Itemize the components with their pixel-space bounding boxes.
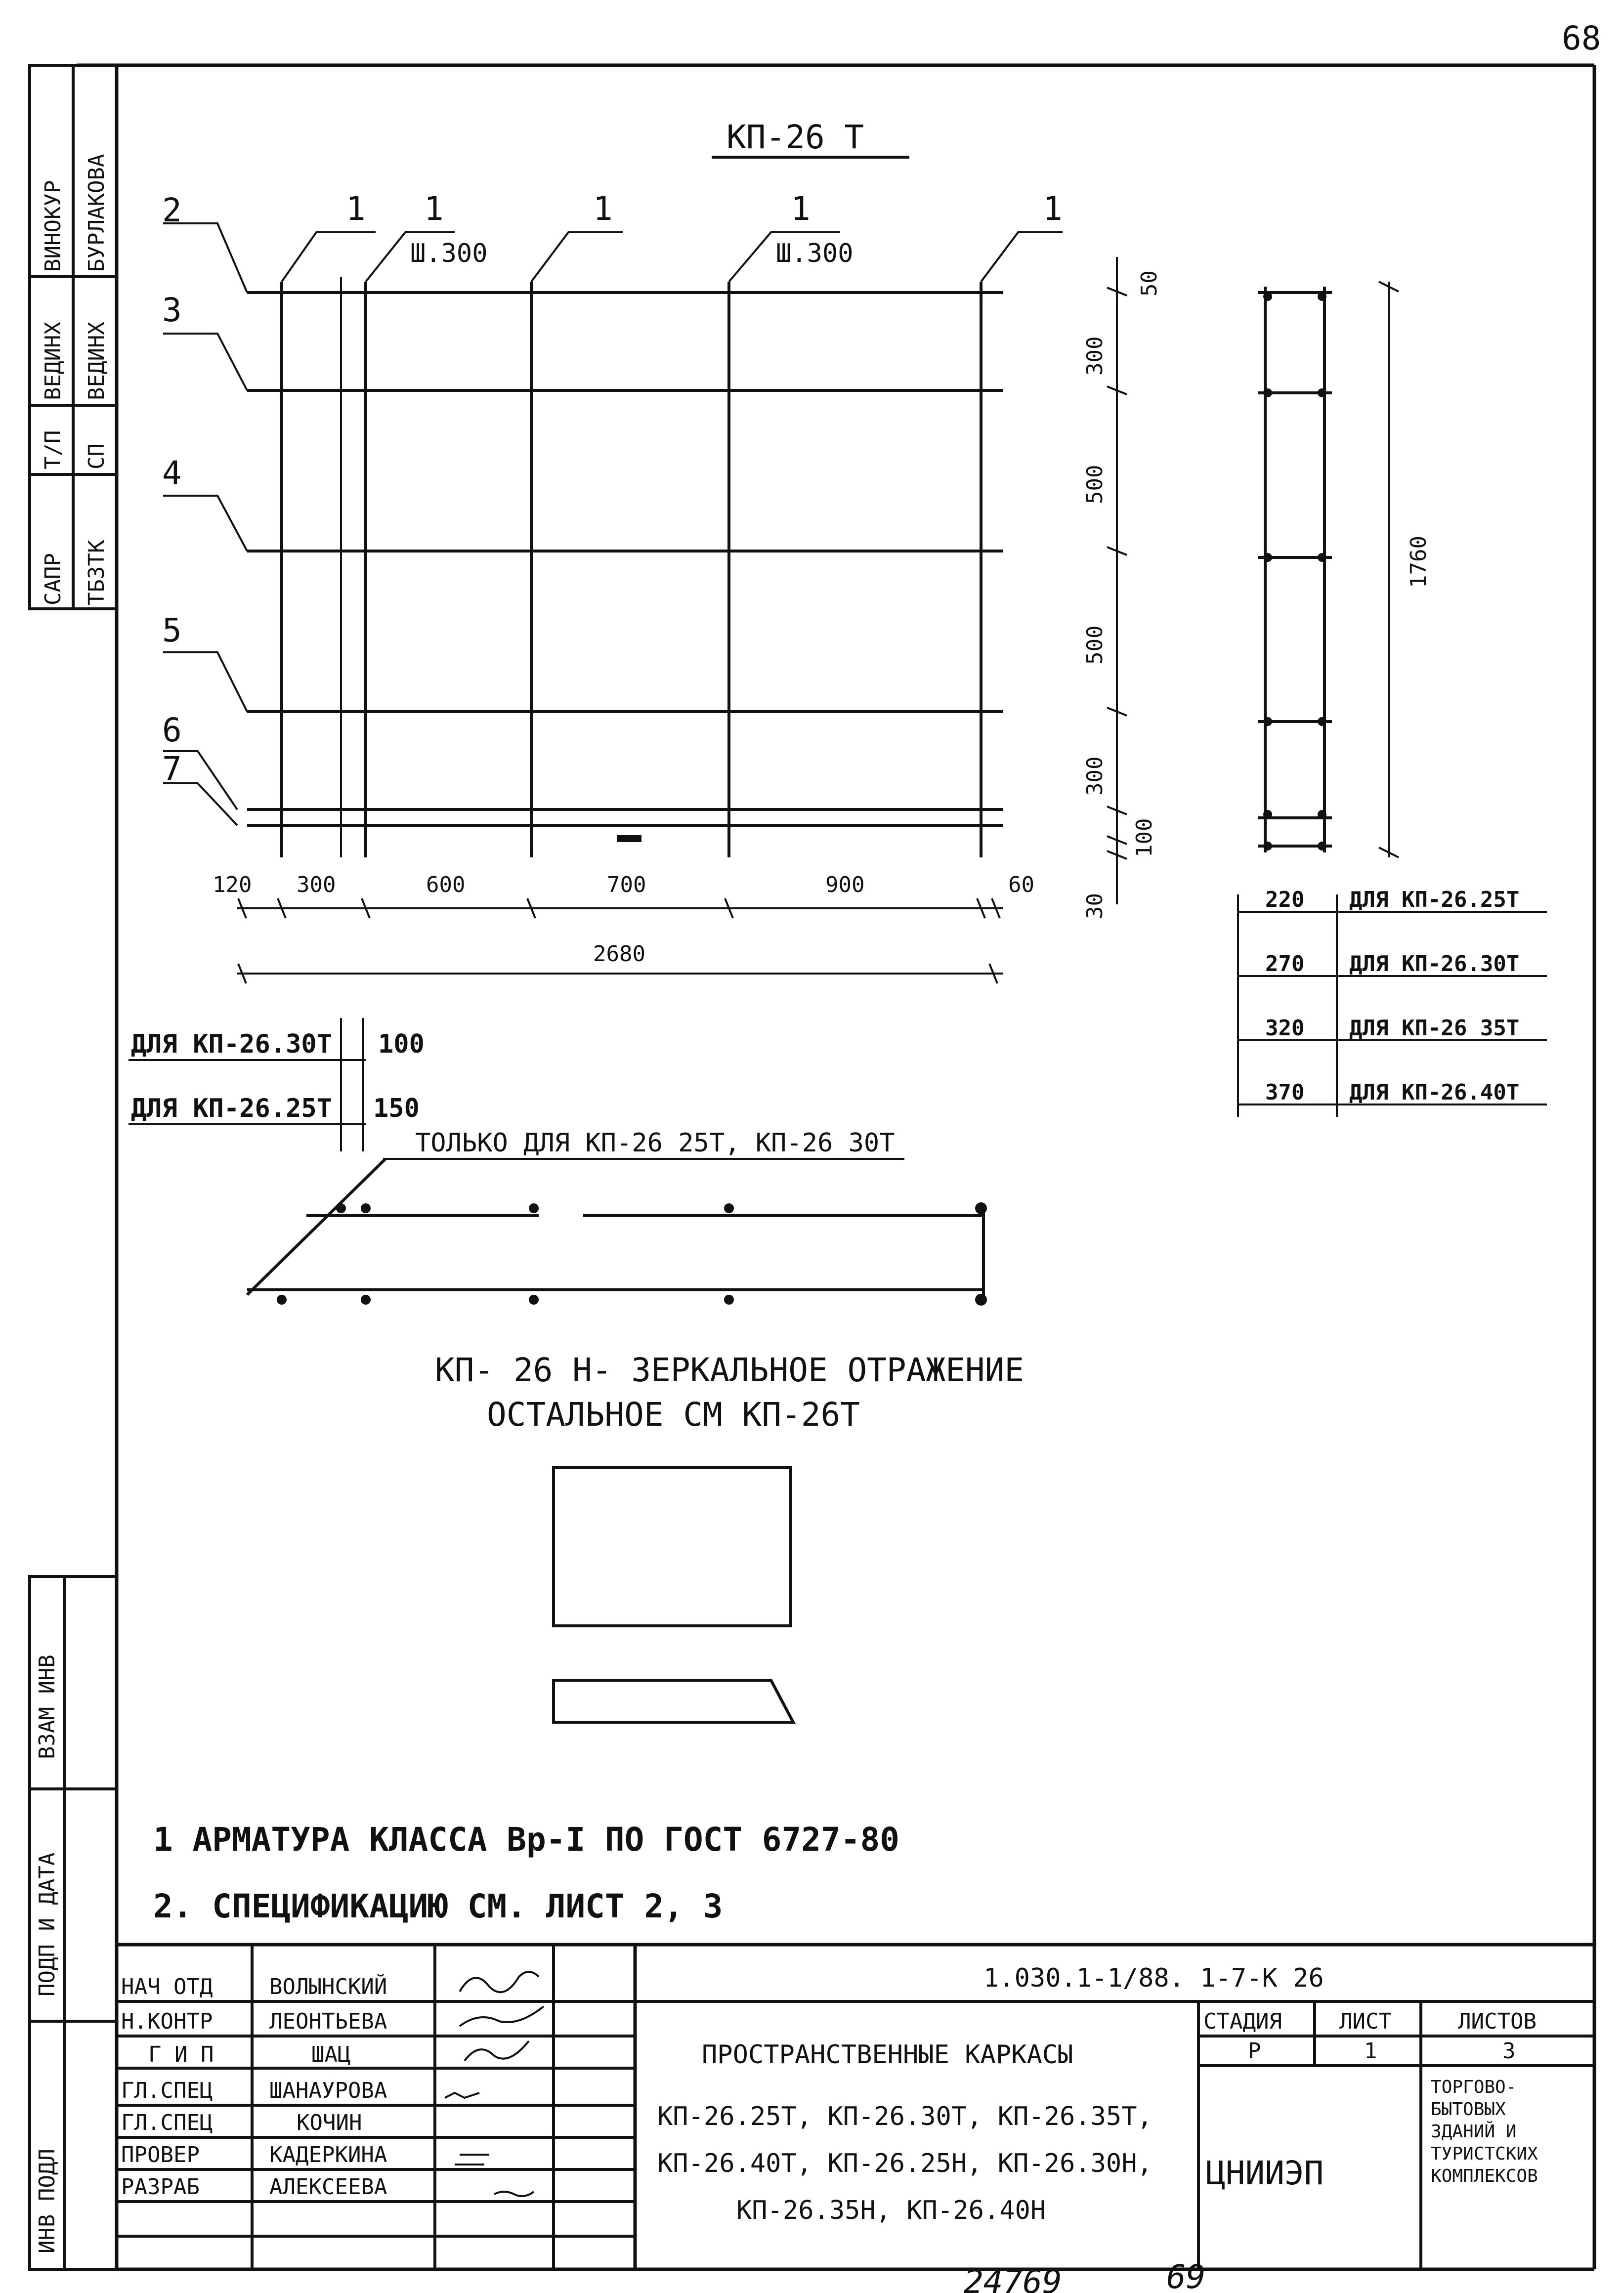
sheets-value: 3 [1502, 2038, 1516, 2064]
section-height: 1760 [1406, 536, 1431, 588]
width-270: 270 [1265, 951, 1305, 977]
dim-60: 60 [1008, 872, 1034, 897]
note-1: 1 АРМАТУРА КЛАССА Вр-I ПО ГОСТ 6727-80 [153, 1821, 899, 1859]
plan-view [247, 1159, 987, 1306]
left-stamp-top [30, 65, 117, 609]
stage-head: СТАДИЯ [1203, 2009, 1282, 2034]
stamp-podp-data: ПОДП И ДАТА [35, 1852, 60, 1996]
name-4: КОЧИН [297, 2110, 362, 2135]
label-bar-1b: 1 [424, 190, 444, 228]
stamp-sp: СП [84, 443, 109, 469]
page-number: 68 [1562, 19, 1601, 57]
stamp-vzam-inv: ВЗАМ ИНВ [35, 1655, 60, 1759]
org-desc-1: ТОРГОВО- [1431, 2077, 1517, 2097]
role-3: ГЛ.СПЕЦ [121, 2078, 213, 2103]
product-list-3: КП-26.35Н, КП-26.40Н [736, 2196, 1046, 2225]
role-5: ПРОВЕР [121, 2142, 200, 2167]
width-label-370: ДЛЯ КП-26.40Т [1349, 1080, 1520, 1105]
label-bar-7: 7 [162, 750, 182, 788]
note-2: 2. СПЕЦИФИКАЦИЮ СМ. ЛИСТ 2, 3 [153, 1887, 723, 1925]
total-length: 2680 [593, 941, 645, 967]
label-bar-1a: 1 [346, 190, 366, 228]
label-bar-5: 5 [162, 611, 182, 649]
stamp-vedinh-2: ВЕДИНХ [84, 322, 109, 400]
name-1: ЛЕОНТЬЕВА [269, 2009, 387, 2034]
footer [964, 2258, 1205, 2293]
only-for-note: ТОЛЬКО ДЛЯ КП-26 25Т, КП-26 30Т [415, 1128, 895, 1158]
stamp-vedinh-1: ВЕДИНХ [41, 322, 66, 400]
org-desc-5: КОМПЛЕКСОВ [1431, 2166, 1538, 2186]
role-4: ГЛ.СПЕЦ [121, 2110, 213, 2135]
width-table [1238, 887, 1547, 1117]
sheets-head: ЛИСТОВ [1458, 2009, 1537, 2034]
name-6: АЛЕКСЕЕВА [269, 2174, 387, 2200]
dim-120: 120 [213, 872, 252, 897]
offset-label-1: ДЛЯ КП-26.30Т [131, 1029, 332, 1059]
stamp-inv-podl: ИНВ ПОДЛ [35, 2149, 60, 2253]
elevation-longitudinal-bars [162, 191, 1003, 825]
width-320: 320 [1265, 1016, 1305, 1041]
stamp-burlakova: БУРЛАКОВА [84, 154, 109, 272]
elevation-transverse-bars [282, 190, 1063, 857]
offset-label-2: ДЛЯ КП-26.25Т [131, 1094, 332, 1123]
horizontal-dimensions [213, 872, 1034, 983]
stamp-tp: Т/П [41, 430, 66, 469]
sheet-value: 1 [1364, 2038, 1377, 2064]
label-bar-6: 6 [162, 711, 182, 749]
step-note-2: Ш.300 [776, 239, 854, 268]
label-bar-1c: 1 [593, 190, 613, 228]
signatures [445, 1972, 544, 2196]
mirror-note-1: КП- 26 Н- ЗЕРКАЛЬНОЕ ОТРАЖЕНИЕ [435, 1351, 1025, 1389]
vdim-100: 100 [1132, 818, 1157, 857]
doc-code: 1.030.1-1/88. 1-7-К 26 [983, 1963, 1324, 1993]
vdim-500b: 500 [1082, 625, 1108, 665]
panel-sketch [554, 1468, 791, 1626]
sheet-frame [77, 65, 1594, 2269]
sheet-head: ЛИСТ [1339, 2009, 1392, 2034]
title-block [117, 1945, 1594, 2269]
stamp-sapr: САПР [41, 553, 66, 605]
label-bar-2: 2 [162, 191, 182, 229]
role-6: РАЗРАБ [121, 2174, 200, 2200]
edge-sketch [554, 1680, 793, 1722]
stage-value: Р [1248, 2038, 1261, 2064]
vdim-30: 30 [1082, 893, 1108, 919]
dim-900: 900 [825, 872, 865, 897]
label-bar-3: 3 [162, 291, 182, 329]
dim-600: 600 [426, 872, 466, 897]
vdim-500a: 500 [1082, 465, 1108, 504]
width-label-220: ДЛЯ КП-26.25Т [1349, 887, 1520, 912]
role-1: Н.КОНТР [121, 2009, 213, 2034]
left-stamp-bottom [30, 1576, 117, 2269]
width-label-270: ДЛЯ КП-26.30Т [1349, 951, 1520, 977]
role-2: Г И П [148, 2042, 214, 2067]
drawing-title [712, 118, 909, 157]
product-title: ПРОСТРАНСТВЕННЫЕ КАРКАСЫ [702, 2040, 1073, 2070]
org-desc-2: БЫТОВЫХ [1431, 2099, 1506, 2120]
org-desc-4: ТУРИСТСКИХ [1431, 2144, 1538, 2164]
offset-table [128, 1018, 904, 1159]
product-list-2: КП-26.40Т, КП-26.25Н, КП-26.30Н, [657, 2149, 1153, 2178]
drawing-title-text: КП-26 Т [727, 118, 864, 156]
offset-value-2: 150 [373, 1094, 420, 1123]
step-note-1: Ш.300 [410, 239, 488, 268]
org-name: ЦНИИЭП [1206, 2154, 1324, 2192]
name-2: ШАЦ [311, 2042, 351, 2067]
stamp-tbztk: ТБЗТК [84, 540, 109, 605]
name-3: ШАНАУРОВА [269, 2078, 387, 2103]
org-desc-3: ЗДАНИЙ И [1431, 2122, 1517, 2142]
vertical-dimensions [1082, 257, 1162, 919]
offset-value-1: 100 [378, 1029, 425, 1059]
dim-700: 700 [607, 872, 646, 897]
product-list-1: КП-26.25Т, КП-26.30Т, КП-26.35Т, [657, 2102, 1153, 2131]
stamp-vinokur: ВИНОКУР [41, 180, 66, 272]
width-label-320: ДЛЯ КП-26 35Т [1349, 1016, 1520, 1041]
footer-number-2: 69 [1166, 2258, 1206, 2293]
vdim-300b: 300 [1082, 756, 1108, 796]
label-bar-1d: 1 [791, 190, 811, 228]
role-0: НАЧ ОТД [121, 1974, 213, 1999]
label-bar-1e: 1 [1043, 190, 1063, 228]
vdim-300: 300 [1082, 336, 1108, 376]
width-220: 220 [1265, 887, 1305, 912]
vdim-50: 50 [1137, 270, 1162, 297]
name-0: ВОЛЫНСКИЙ [269, 1974, 387, 1999]
name-5: КАДЕРКИНА [269, 2142, 387, 2167]
width-370: 370 [1265, 1080, 1305, 1105]
label-bar-4: 4 [162, 454, 182, 492]
footer-number-1: 24769 [964, 2263, 1062, 2293]
cross-section [1258, 282, 1431, 857]
mirror-note-2: ОСТАЛЬНОЕ СМ КП-26Т [487, 1396, 860, 1434]
dim-300: 300 [297, 872, 336, 897]
